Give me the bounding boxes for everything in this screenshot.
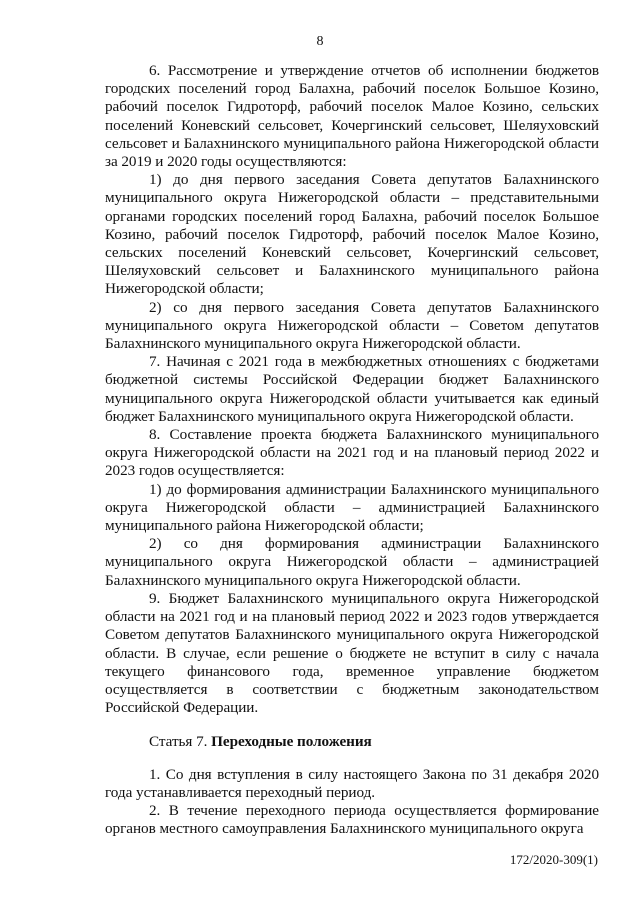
document-code: 172/2020-309(1) [509, 852, 598, 867]
paragraph-6-item-2: 2) со дня первого заседания Совета депутатов Балахнинского муниципального округа Нижегородской области – Советом депутатов Балахнинского муниципального округа Нижегородской области. [105, 298, 599, 353]
paragraph-6-item-1: 1) до дня первого заседания Совета депутатов Балахнинского муниципального округа Нижегородской области – представительными органами городских поселений город Балахна, рабочий поселок Большое Козино, рабочий поселок Гидроторф, рабочий поселок Малое Козино, сельских поселений Коневский сельсовет, Кочергинский сельсовет, Шеляуховский сельсовет и Балахнинского муниципального района Нижегородской области; [105, 171, 599, 298]
article-number: Статья 7. [149, 733, 208, 751]
article-7-paragraph-1: 1. Со дня вступления в силу настоящего Закона по 31 декабря 2020 года устанавливается переходный период. [105, 765, 599, 801]
paragraph-8: 8. Составление проекта бюджета Балахнинского муниципального округа Нижегородской области на 2021 год и на плановый период 2022 и 2023 годов осуществляется: [105, 426, 599, 480]
paragraph-8-item-1: 1) до формирования администрации Балахнинского муниципального округа Нижегородской области – администрацией Балахнинского муниципального района Нижегородской области; [105, 480, 599, 535]
article-title: Переходные положения [211, 733, 372, 751]
article-heading [105, 733, 599, 751]
document-body [105, 62, 599, 838]
paragraph-6: 6. Рассмотрение и утверждение отчетов об исполнении бюджетов городских поселений город Балахна, рабочий поселок Большое Козино, рабочий поселок Гидроторф, рабочий поселок Малое Козино, сельских поселений Коневский сельсовет, Кочергинский сельсовет, Шеляуховский сельсовет и Балахнинского муниципального района Нижегородской области за 2019 и 2020 годы осуществляются: [105, 62, 599, 171]
paragraph-7: 7. Начиная с 2021 года в межбюджетных отношениях с бюджетами бюджетной системы Российской Федерации бюджет Балахнинского муниципального округа Нижегородской области учитывается как единый бюджет Балахнинского муниципального округа Нижегородской области. [105, 353, 599, 425]
paragraph-9: 9. Бюджет Балахнинского муниципального округа Нижегородской области на 2021 год и на плановый период 2022 и 2023 годов утверждается Советом депутатов Балахнинского муниципального округа Нижегородской области. В случае, если решение о бюджете не вступит в силу с начала текущего финансового года, временное управление бюджетом осуществляется в соответствии с бюджетным законодательством Российской Федерации. [105, 589, 599, 717]
page-number: 8 [316, 34, 324, 49]
paragraph-8-item-2: 2) со дня формирования администрации Балахнинского муниципального округа Нижегородской области – администрацией Балахнинского муниципального округа Нижегородской области. [105, 535, 599, 589]
article-7-paragraph-2: 2. В течение переходного периода осуществляется формирование органов местного самоуправления Балахнинского муниципального округа [105, 801, 599, 838]
